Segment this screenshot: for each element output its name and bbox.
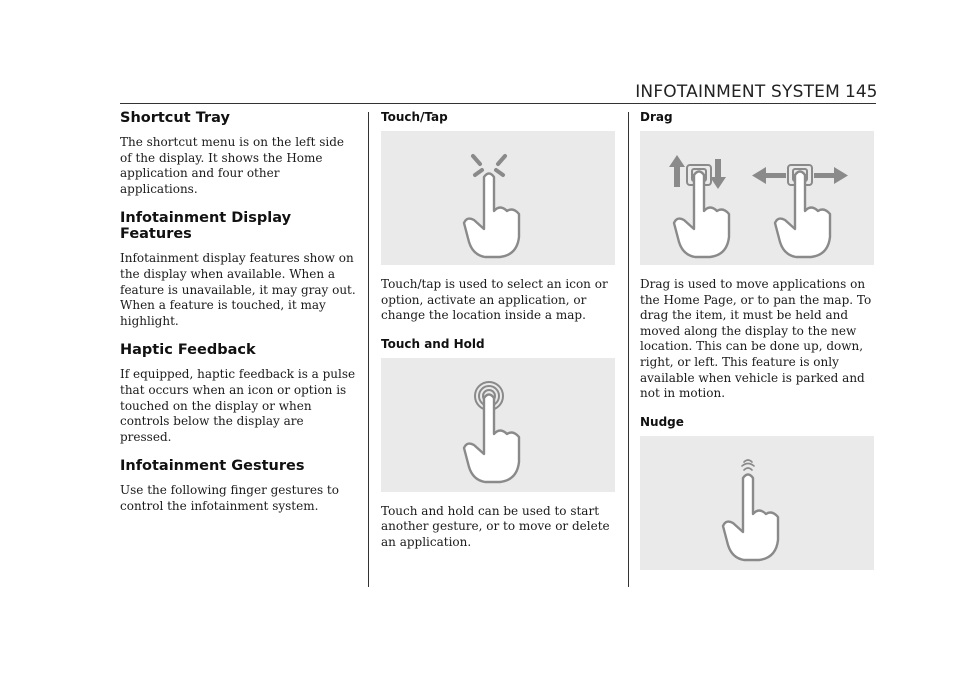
nudge-gesture-icon [640, 436, 874, 570]
touch-hold-gesture-icon [381, 358, 615, 492]
column-2 [381, 110, 617, 564]
heading-haptic-feedback: Haptic Feedback [120, 342, 256, 359]
paragraph-shortcut-tray: The shortcut menu is on the left side of the display. It shows the Home application and four other applications. [120, 135, 344, 196]
page-number: 145 [845, 82, 878, 102]
touch-tap-gesture-icon [381, 131, 615, 265]
heading-drag: Drag [640, 110, 673, 124]
column-3 [640, 110, 876, 582]
drag-gesture-icon [640, 131, 874, 265]
heading-nudge: Nudge [640, 414, 684, 429]
paragraph-touch-and-hold: Touch and hold can be used to start another gesture, or to move or delete an application. [381, 503, 610, 549]
paragraph-drag: Drag is used to move applications on the Home Page, or to pan the map. To drag the item, it must be held and moved along the display to the new location. This can be done up, down, right, or left. This feature is only available when vehicle is parked and not in motion. [640, 277, 872, 401]
header-rule [120, 103, 876, 104]
heading-touch-and-hold: Touch and Hold [381, 336, 485, 351]
column-divider [628, 112, 629, 587]
paragraph-display-features: Infotainment display features show on the display when available. When a feature is unavailable, it may gray out. When a feature is touched, it may highlight. [120, 251, 356, 328]
heading-touch-tap: Touch/Tap [381, 110, 448, 124]
heading-infotainment-gestures: Infotainment Gestures [120, 458, 305, 475]
heading-shortcut-tray: Shortcut Tray [120, 110, 230, 126]
running-header-title: INFOTAINMENT SYSTEM [635, 82, 840, 102]
column-1 [120, 110, 356, 528]
paragraph-haptic-feedback: If equipped, haptic feedback is a pulse that occurs when an icon or option is touched on the display or when controls below the display are pressed. [120, 367, 356, 444]
paragraph-touch-tap: Touch/tap is used to select an icon or option, activate an application, or change the location inside a map. [381, 277, 608, 323]
heading-display-features: Infotainment Display Features [120, 210, 292, 243]
column-divider [368, 112, 369, 587]
paragraph-infotainment-gestures: Use the following finger gestures to control the infotainment system. [120, 483, 339, 513]
